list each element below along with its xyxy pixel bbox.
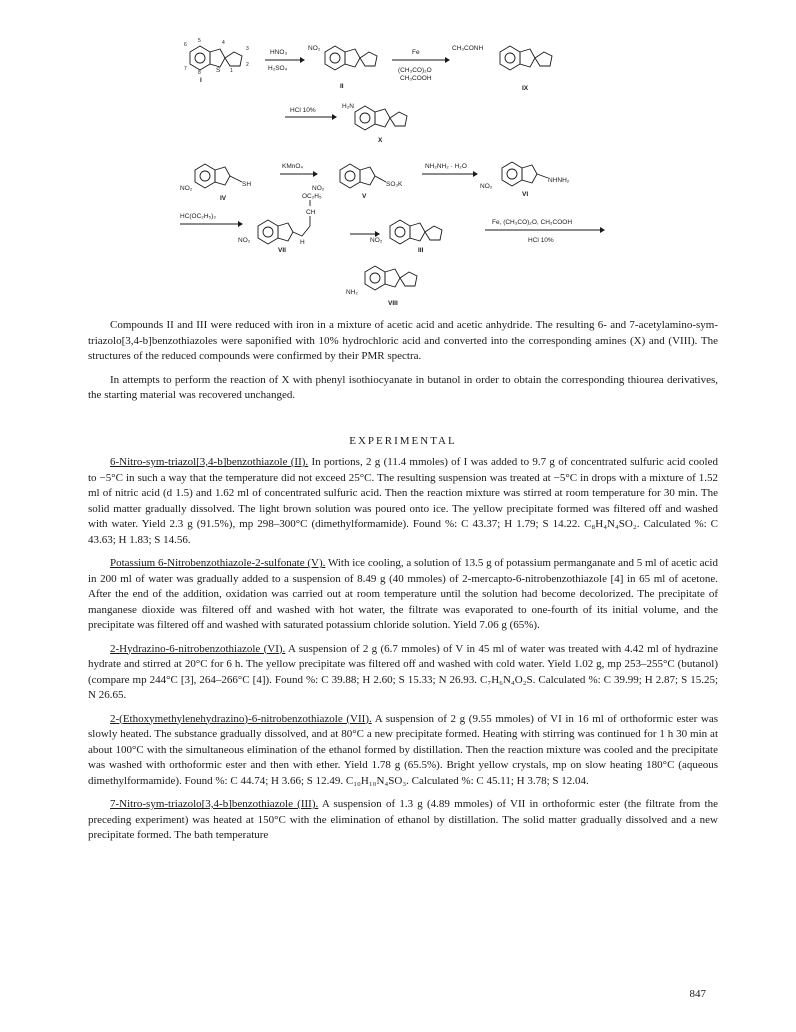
section-compound-VII: [88, 712, 718, 790]
structure-X: [342, 103, 407, 144]
svg-text:(CH₃CO)₂O: (CH₃CO)₂O: [398, 67, 432, 74]
svg-text:2: 2: [246, 62, 249, 68]
svg-text:VIII: VIII: [388, 300, 398, 307]
section-text: A suspension of 2 g (6.7 mmoles) of V in 45 ml of water was treated with 4.42 ml of hydrazine hydrate and stirred at 20°C for 6 h. The yellow precipitate was filtered off and washed with cold water. Yield 1.02 g, mp 253–255°C (butanol) (compare mp 244°C [3], 264–266°C [4]). Found %: C 39.88; H 2.60; S 15.33; N 26.93. C₇H₆N₄O₂S. Calculated %: C 39.99; H 2.87; S 15.25; N 26.65.: [88, 642, 718, 701]
svg-text:NH₂: NH₂: [346, 289, 358, 296]
section-compound-II: [88, 455, 718, 548]
section-compound-III: [88, 797, 718, 844]
svg-text:Fe: Fe: [412, 49, 420, 56]
svg-text:IX: IX: [522, 85, 529, 92]
structure-III: [370, 220, 442, 254]
structure-VII: [238, 193, 322, 254]
svg-text:4: 4: [222, 40, 225, 46]
paragraph-thiourea: In attempts to perform the reaction of X with phenyl isothiocyanate in butanol in order to obtain the corresponding thiourea derivatives, the starting material was recovered unchanged.: [88, 373, 718, 401]
arrow-5: [422, 163, 478, 177]
section-text: A suspension of 2 g (9.55 mmoles) of VI in 16 ml of orthoformic ester was slowly heated. The substance gradually dissolved, and at 80°C a new precipitate formed. Heating with stirring was continued for 1 h 30 min at about 100°C with the simultaneous elimination of the ethanol formed by distillation. Then the reaction mixture was cooled and the precipitate was washed with orthoformic ester and then with ether. Yield 1.78 g (65.5%). Bright yellow crystals, mp on slow heating 180°C (aqueous dimethylformamide). Found %: C 44.74; H 3.66; S 12.49. C₁₀H₁₀N₄SO₃. Calculated %: C 45.11; H 3.78; S 12.04.: [88, 712, 718, 787]
section-title: Potassium 6-Nitrobenzothiazole-2-sulfonate (V).: [110, 557, 326, 569]
structure-VIII: [346, 266, 417, 307]
structure-I: [184, 38, 249, 84]
svg-text:Fe, (CH₃CO)₂O, CH₃COOH: Fe, (CH₃CO)₂O, CH₃COOH: [492, 219, 573, 226]
svg-text:CH₃CONH: CH₃CONH: [452, 45, 484, 52]
section-text: A suspension of 1.3 g (4.89 mmoles) of VII in orthoformic ester (the filtrate from the preceding experiment) was heated at 150°C with the elimination of ethanol by distillation. The solid matter gradually dissolved and a new precipitate formed. The bath temperature: [88, 798, 718, 841]
section-title: 7-Nitro-sym-triazolo[3,4-b]benzothiazole (III).: [110, 798, 319, 810]
intro-text: [88, 318, 718, 412]
svg-text:NO₂: NO₂: [312, 185, 325, 192]
svg-text:HNO₃: HNO₃: [270, 49, 288, 56]
experimental-sections: [88, 455, 718, 852]
svg-text:S: S: [216, 67, 221, 74]
svg-text:8: 8: [198, 70, 201, 76]
svg-text:NO₂: NO₂: [180, 185, 193, 192]
section-text: With ice cooling, a solution of 13.5 g of potassium permanganate and 5 ml of acetic acid in 200 ml of water was gradually added to a suspension of 8.49 g (40 mmoles) of 2-mercapto-6-nitrobenzothiazole [4] in 65 ml of acetone. After the end of the addition, oxidation was carried out at room temperature until the solution had become decolorized. The precipitate of manganese dioxide was filtered off and washed with hot water, the filtrate was evaporated to one-fourth of its initial volume, and the precipitate was filtered off and washed with saturated potassium chloride solution. Yield 7.06 g (65%).: [88, 557, 718, 631]
arrow-6: [180, 213, 243, 227]
section-compound-V: [88, 556, 718, 634]
svg-text:CH: CH: [306, 209, 316, 216]
structure-IX: [452, 45, 552, 92]
section-title: 2-Hydrazino-6-nitrobenzothiazole (VI).: [110, 642, 286, 655]
svg-text:CH₃COOH: CH₃COOH: [400, 75, 432, 82]
structure-VI: [480, 162, 570, 198]
svg-text:HCl 10%: HCl 10%: [528, 237, 554, 244]
svg-text:1: 1: [230, 68, 233, 74]
svg-text:SH: SH: [242, 181, 252, 188]
section-text: In portions, 2 g (11.4 mmoles) of I was added to 9.7 g of concentrated sulfuric acid cooled to −5°C in such a way that the temperature did not exceed 25°C. The resulting suspension was treated at −5°C in drops with a mixture of 1.52 ml of nitric acid (d 1.5) and 1.62 ml of concentrated sulfuric acid. Then the reaction mixture was stirred at room temperature for 30 min. The solid matter gradually dissolved. The light brown solution was poured onto ice. The yellow precipitate formed was filtered off and washed with water. Yield 2.3 g (91.5%), mp 298–300°C (dimethylformamide). Found %: C 43.37; H 1.79; S 14.22. C₈H₄N₄SO₂. Calculated %: C 43.63; H 1.83; S 14.56.: [88, 456, 718, 546]
arrow-2: [392, 49, 450, 82]
svg-text:7: 7: [184, 66, 187, 72]
arrow-4: [280, 163, 318, 177]
svg-text:NO₂: NO₂: [370, 237, 383, 244]
page-number: 847: [689, 988, 706, 1000]
svg-text:NH₂NH₂ · H₂O: NH₂NH₂ · H₂O: [425, 163, 467, 170]
svg-text:I: I: [200, 77, 202, 84]
reaction-scheme: [150, 30, 750, 312]
experimental-heading: EXPERIMENTAL: [349, 435, 457, 447]
svg-text:NHNH₂: NHNH₂: [548, 177, 570, 184]
svg-text:III: III: [418, 247, 424, 254]
svg-text:NO₂: NO₂: [480, 183, 493, 190]
svg-text:5: 5: [198, 38, 201, 44]
svg-text:X: X: [378, 137, 383, 144]
svg-text:6: 6: [184, 42, 187, 48]
svg-text:OC₂H₅: OC₂H₅: [302, 193, 322, 200]
svg-text:H: H: [300, 239, 305, 246]
svg-text:HCl 10%: HCl 10%: [290, 107, 316, 114]
svg-text:KMnO₄: KMnO₄: [282, 163, 304, 170]
svg-text:V: V: [362, 193, 367, 200]
section-compound-VI: [88, 642, 718, 704]
arrow-1: [265, 49, 305, 72]
svg-text:II: II: [340, 83, 344, 90]
svg-text:NO₂: NO₂: [238, 237, 251, 244]
svg-text:HC(OC₂H₅)₃: HC(OC₂H₅)₃: [180, 213, 216, 220]
arrow-8: [485, 219, 605, 244]
section-title: 6-Nitro-sym-triazol[3,4-b]benzothiazole (II).: [110, 456, 309, 468]
structure-IV: [180, 164, 251, 202]
svg-text:H₂SO₄: H₂SO₄: [268, 65, 288, 72]
svg-text:H₂N: H₂N: [342, 103, 354, 110]
svg-text:VII: VII: [278, 247, 286, 254]
section-title: 2-(Ethoxymethylenehydrazino)-6-nitrobenzothiazole (VII).: [110, 712, 372, 725]
arrow-3: [285, 107, 337, 120]
structure-V: [312, 164, 403, 200]
svg-text:3: 3: [246, 46, 249, 52]
svg-text:VI: VI: [522, 191, 529, 198]
svg-text:SO₃K: SO₃K: [386, 181, 403, 188]
svg-text:IV: IV: [220, 195, 227, 202]
structure-II: [308, 45, 377, 90]
svg-text:NO₂: NO₂: [308, 45, 321, 52]
paragraph-reduction: Compounds II and III were reduced with iron in a mixture of acetic acid and acetic anhydride. The resulting 6- and 7-acetylamino-sym-triazolo[3,4-b]benzothiazoles were saponified with 10% hydrochloric acid and converted into the corresponding amines (X) and (VIII). The structures of the reduced compounds were confirmed by their PMR spectra.: [88, 319, 718, 362]
